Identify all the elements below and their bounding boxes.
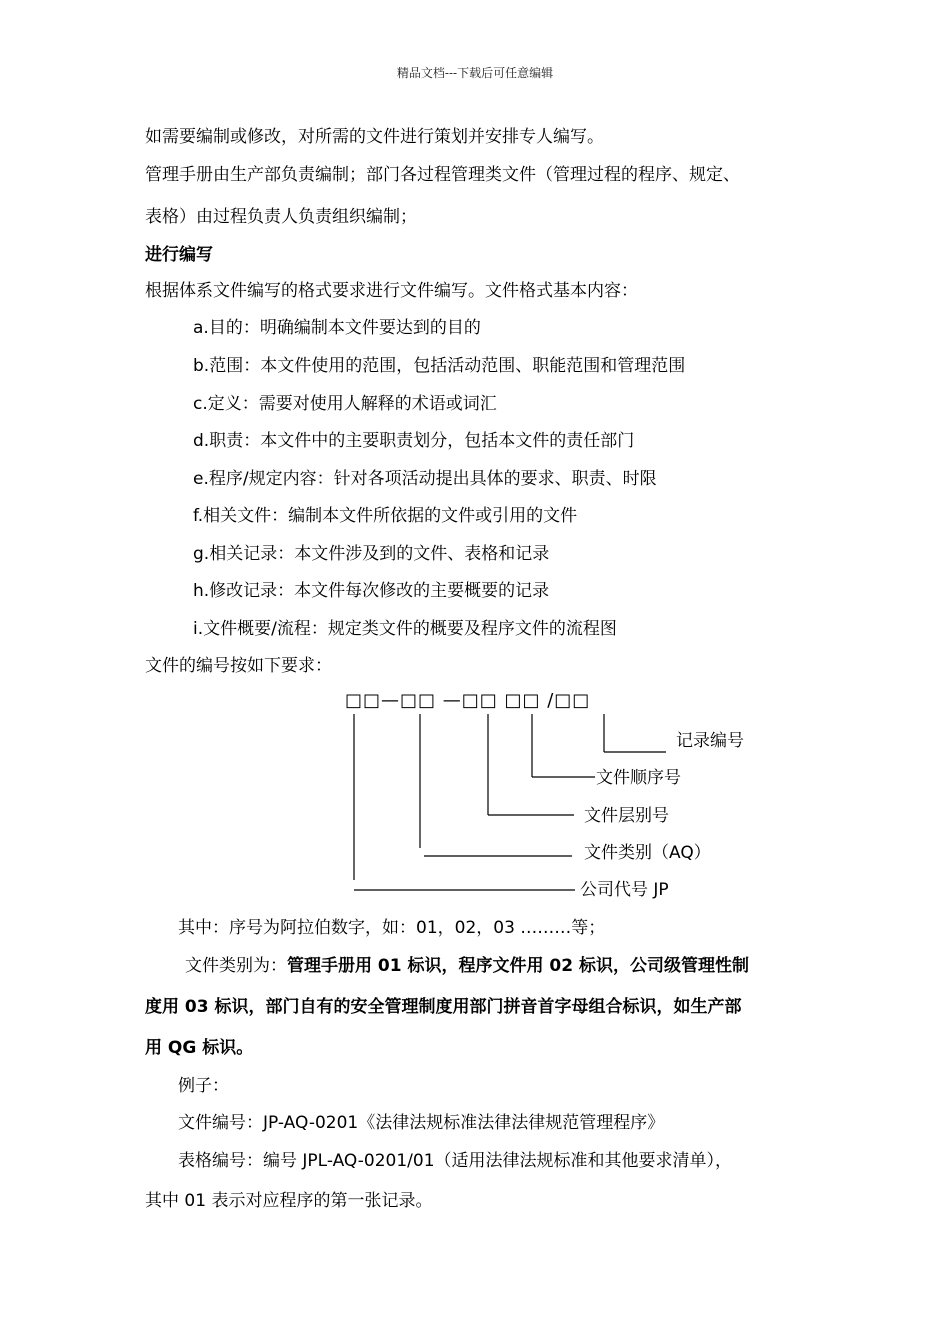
label-sequence-number: 文件顺序号 bbox=[596, 768, 681, 788]
page-header: 精品文档---下载后可任意编辑 bbox=[396, 66, 554, 80]
example-label: 例子： bbox=[178, 1076, 229, 1096]
numbering-intro: 文件的编号按如下要求： bbox=[145, 656, 332, 676]
category-note-line1 bbox=[185, 955, 749, 977]
category-note-line3: 用 QG 标识。 bbox=[145, 1038, 254, 1058]
section-heading: 进行编写 bbox=[145, 245, 213, 265]
category-note-bold: 管理手册用 01 标识，程序文件用 02 标识，公司级管理性制 bbox=[287, 956, 749, 976]
list-item: h.修改记录：本文件每次修改的主要概要的记录 bbox=[193, 581, 550, 601]
list-item: d.职责：本文件中的主要职责划分，包括本文件的责任部门 bbox=[193, 431, 635, 451]
paragraph-responsibility-2: 表格）由过程负责人负责组织编制； bbox=[145, 207, 417, 227]
numbering-pattern: □□—□□ —□□ □□ /□□ bbox=[345, 690, 591, 711]
example-form-explanation: 其中 01 表示对应程序的第一张记录。 bbox=[145, 1191, 433, 1211]
list-item: e.程序/规定内容：针对各项活动提出具体的要求、职责、时限 bbox=[193, 469, 657, 489]
paragraph-responsibility-1: 管理手册由生产部负责编制；部门各过程管理类文件（管理过程的程序、规定、 bbox=[145, 165, 740, 185]
list-item: c.定义：需要对使用人解释的术语或词汇 bbox=[193, 394, 497, 414]
paragraph-plan: 如需要编制或修改，对所需的文件进行策划并安排专人编写。 bbox=[145, 127, 604, 147]
list-item: b.范围：本文件使用的范围，包括活动范围、职能范围和管理范围 bbox=[193, 356, 686, 376]
label-record-number: 记录编号 bbox=[676, 731, 744, 751]
list-item: f.相关文件：编制本文件所依据的文件或引用的文件 bbox=[193, 506, 578, 526]
category-note-prefix: 文件类别为： bbox=[185, 956, 287, 976]
paragraph-format: 根据体系文件编写的格式要求进行文件编写。文件格式基本内容： bbox=[145, 281, 638, 301]
serial-note: 其中：序号为阿拉伯数字，如：01，02，03 ………等； bbox=[178, 918, 606, 938]
category-note-line2: 度用 03 标识，部门自有的安全管理制度用部门拼音首字母组合标识，如生产部 bbox=[145, 997, 742, 1017]
list-item: a.目的：明确编制本文件要达到的目的 bbox=[193, 318, 481, 338]
list-item: g.相关记录：本文件涉及到的文件、表格和记录 bbox=[193, 544, 550, 564]
label-category: 文件类别（AQ） bbox=[584, 843, 711, 863]
label-level-number: 文件层别号 bbox=[584, 806, 669, 826]
example-form-number: 表格编号：编号 JPL-AQ-0201/01（适用法律法规标准和其他要求清单）， bbox=[178, 1151, 733, 1171]
label-company-code: 公司代号 JP bbox=[580, 880, 669, 900]
list-item: i.文件概要/流程：规定类文件的概要及程序文件的流程图 bbox=[193, 619, 617, 639]
example-document-number: 文件编号：JP-AQ-0201《法律法规标准法律法律规范管理程序》 bbox=[178, 1113, 665, 1133]
